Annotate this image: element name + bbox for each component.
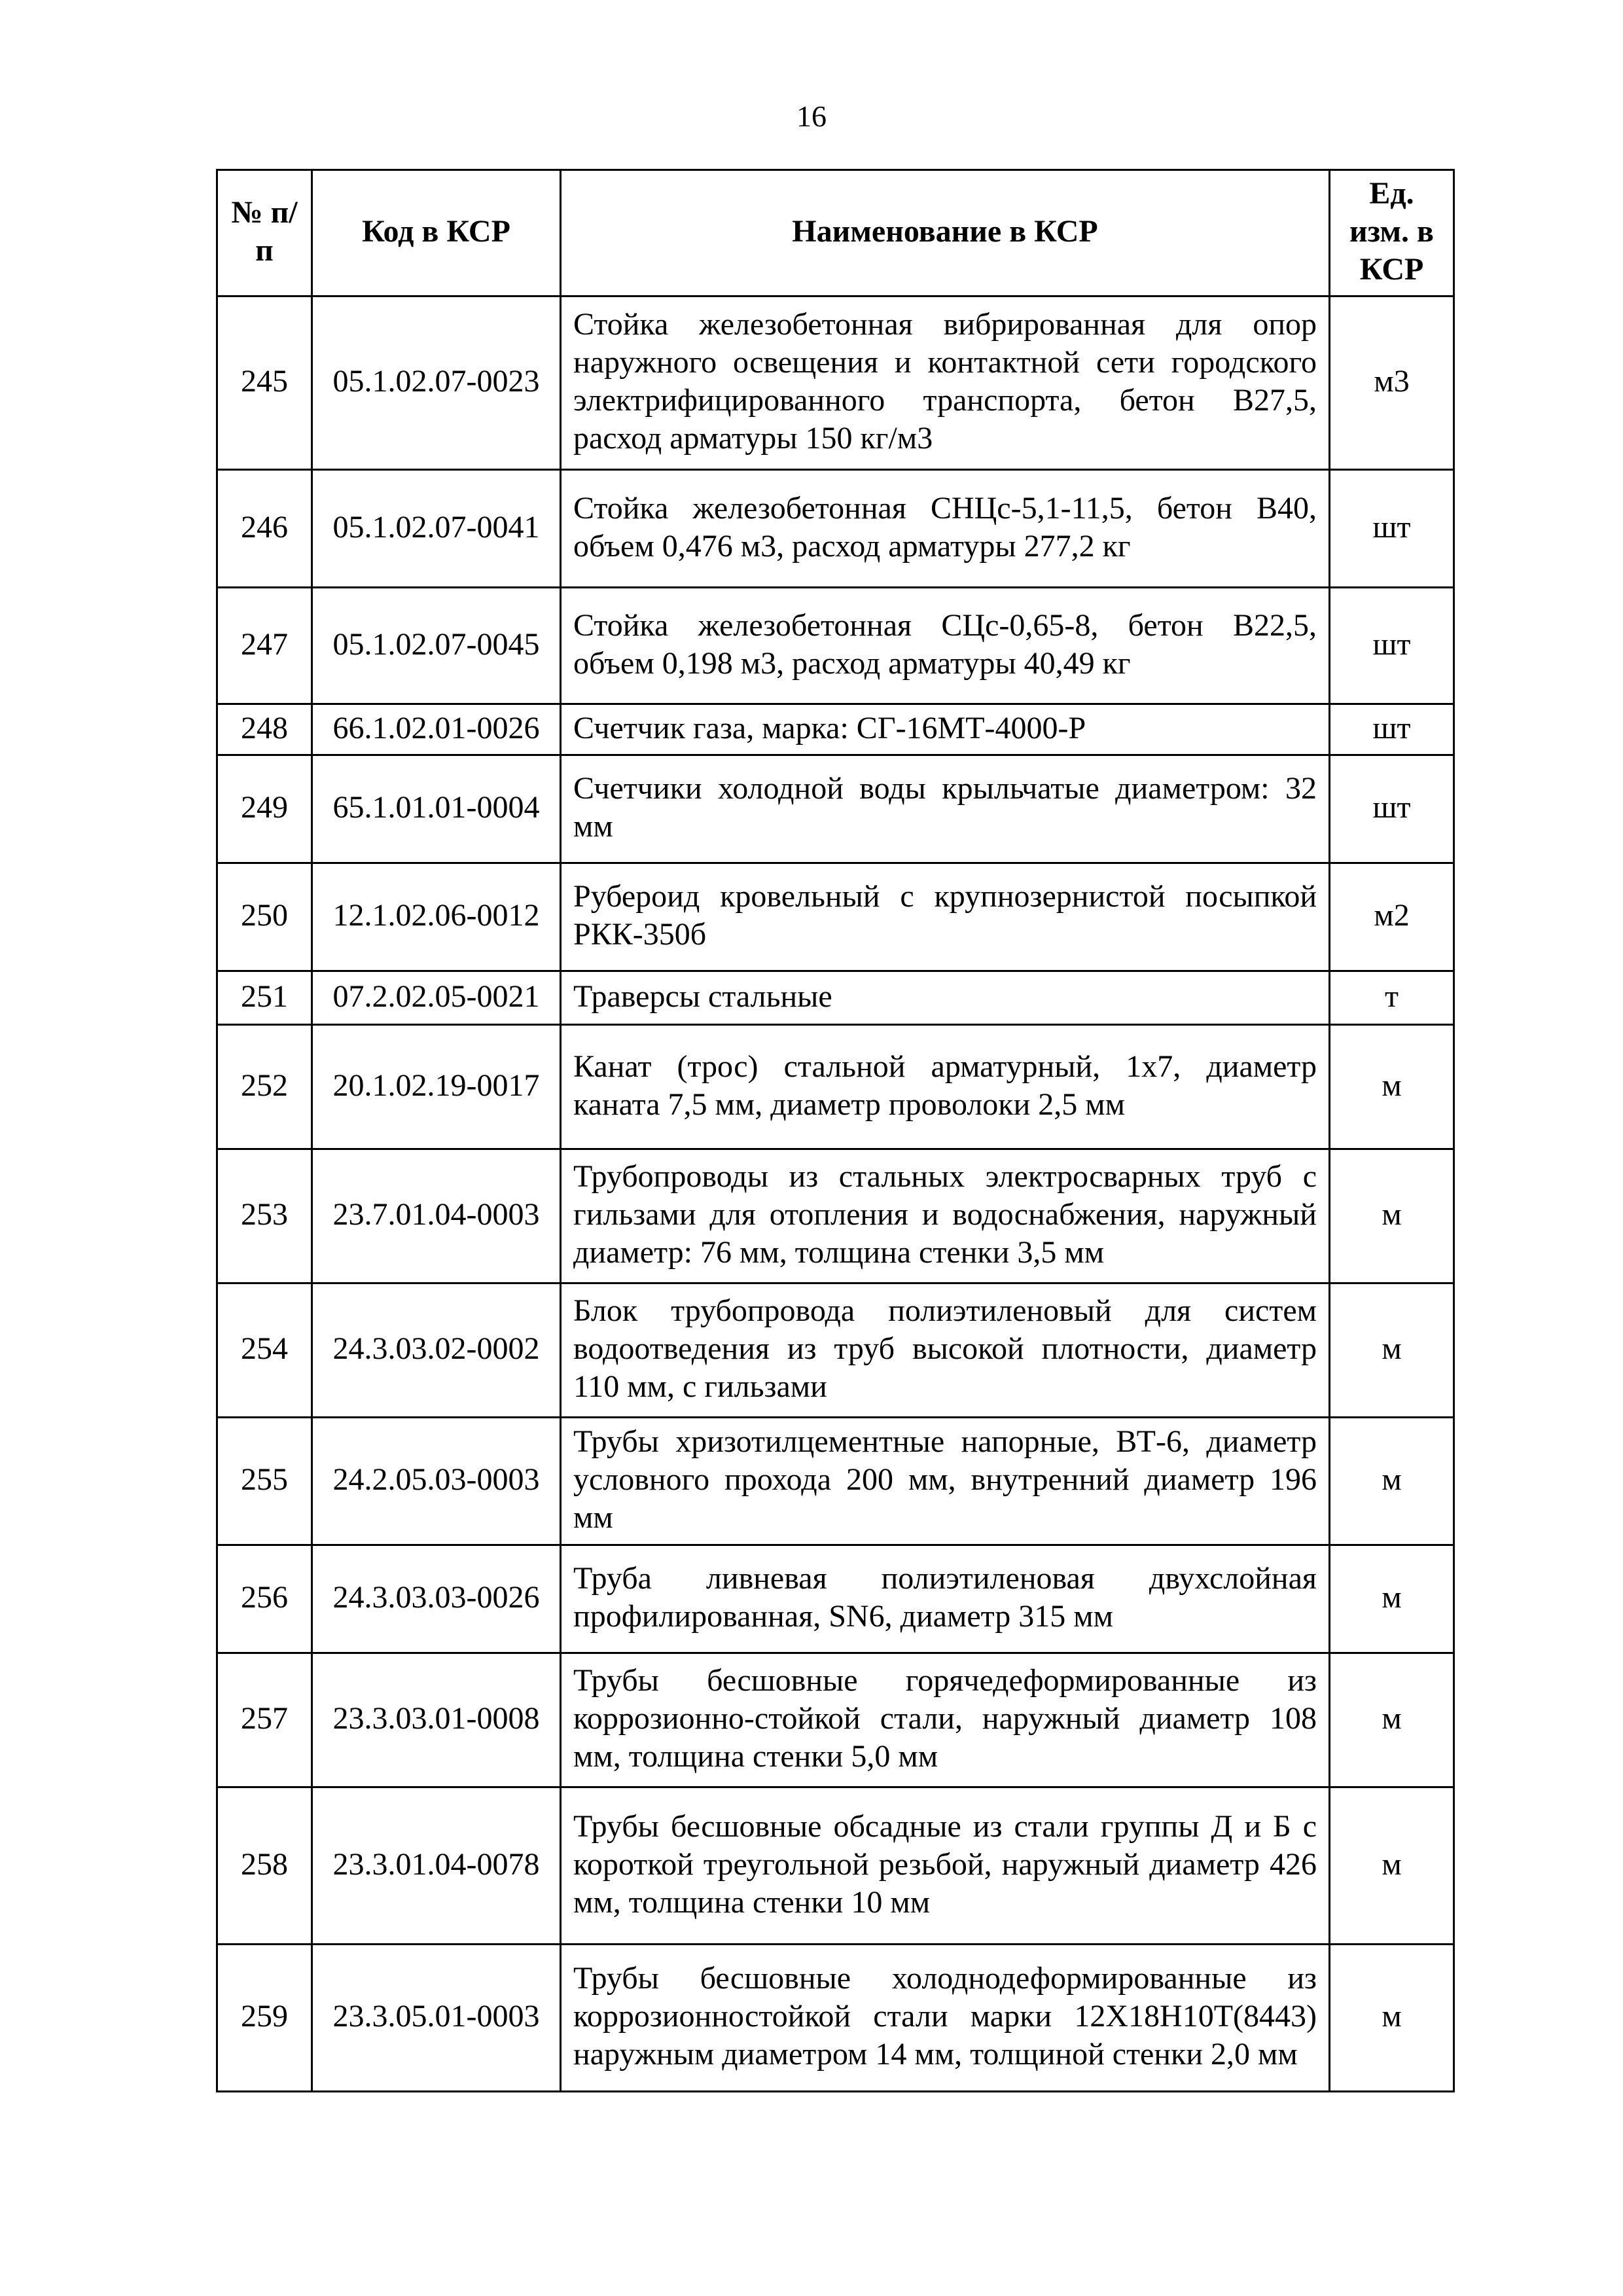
row-name: Стойка железобетонная СЦс-0,65-8, бетон В22,5, объем 0,198 м3, расход арматуры 40,49 кг [561, 588, 1330, 704]
table-row [217, 863, 1454, 971]
table-row [217, 1653, 1454, 1787]
row-name: Трубы хризотилцементные напорные, ВТ-6, диаметр условного прохода 200 мм, внутренний диаметр 196 мм [561, 1418, 1330, 1545]
row-num: 245 [217, 296, 312, 470]
row-unit: м [1330, 1283, 1454, 1418]
row-unit: м2 [1330, 863, 1454, 971]
row-name: Счетчики холодной воды крыльчатые диаметром: 32 мм [561, 755, 1330, 863]
row-name: Трубопроводы из стальных электросварных труб с гильзами для отопления и водоснабжения, наружный диаметр: 76 мм, толщина стенки 3,5 мм [561, 1149, 1330, 1283]
row-num: 252 [217, 1025, 312, 1149]
table-row [217, 588, 1454, 704]
table-row [217, 755, 1454, 863]
table-row [217, 1787, 1454, 1945]
row-name: Счетчик газа, марка: СГ-16МТ-4000-Р [561, 704, 1330, 755]
table-row [217, 1025, 1454, 1149]
row-unit: м [1330, 1545, 1454, 1653]
row-name: Канат (трос) стальной арматурный, 1х7, диаметр каната 7,5 мм, диаметр проволоки 2,5 мм [561, 1025, 1330, 1149]
row-num: 249 [217, 755, 312, 863]
row-name: Трубы бесшовные холоднодеформированные из коррозионностойкой стали марки 12Х18Н10Т(8443) наружным диаметром 14 мм, толщиной стенки 2,0 мм [561, 1945, 1330, 2092]
row-unit: м [1330, 1025, 1454, 1149]
table-row [217, 470, 1454, 588]
header-num: № п/п [217, 170, 312, 296]
table-row [217, 1149, 1454, 1283]
row-code: 05.1.02.07-0041 [312, 470, 561, 588]
row-num: 256 [217, 1545, 312, 1653]
row-code: 12.1.02.06-0012 [312, 863, 561, 971]
row-num: 250 [217, 863, 312, 971]
row-num: 257 [217, 1653, 312, 1787]
row-num: 254 [217, 1283, 312, 1418]
table-row [217, 1945, 1454, 2092]
table-row [217, 1283, 1454, 1418]
row-num: 259 [217, 1945, 312, 2092]
row-num: 246 [217, 470, 312, 588]
table-row [217, 296, 1454, 470]
row-name: Блок трубопровода полиэтиленовый для систем водоотведения из труб высокой плотности, диаметр 110 мм, с гильзами [561, 1283, 1330, 1418]
row-name: Стойка железобетонная СНЦс-5,1-11,5, бетон В40, объем 0,476 м3, расход арматуры 277,2 кг [561, 470, 1330, 588]
row-code: 23.3.03.01-0008 [312, 1653, 561, 1787]
row-code: 23.3.01.04-0078 [312, 1787, 561, 1945]
table-row [217, 1545, 1454, 1653]
row-unit: м [1330, 1653, 1454, 1787]
header-name: Наименование в КСР [561, 170, 1330, 296]
page-number: 16 [796, 99, 827, 133]
row-code: 23.7.01.04-0003 [312, 1149, 561, 1283]
row-code: 24.3.03.02-0002 [312, 1283, 561, 1418]
table-row [217, 971, 1454, 1025]
table-header-row [217, 170, 1454, 296]
row-name: Трубы бесшовные горячедеформированные из коррозионно-стойкой стали, наружный диаметр 108 мм, толщина стенки 5,0 мм [561, 1653, 1330, 1787]
row-name: Рубероид кровельный с крупнозернистой посыпкой РКК-350б [561, 863, 1330, 971]
row-unit: м [1330, 1787, 1454, 1945]
row-name: Траверсы стальные [561, 971, 1330, 1025]
ksr-table [216, 169, 1455, 2092]
row-code: 24.3.03.03-0026 [312, 1545, 561, 1653]
row-unit: м [1330, 1418, 1454, 1545]
header-unit: Ед. изм. в КСР [1330, 170, 1454, 296]
header-code: Код в КСР [312, 170, 561, 296]
row-code: 66.1.02.01-0026 [312, 704, 561, 755]
row-code: 24.2.05.03-0003 [312, 1418, 561, 1545]
row-num: 258 [217, 1787, 312, 1945]
row-num: 255 [217, 1418, 312, 1545]
row-name: Стойка железобетонная вибрированная для опор наружного освещения и контактной сети городского электрифицированного транспорта, бетон В27,5, расход арматуры 150 кг/м3 [561, 296, 1330, 470]
row-unit: т [1330, 971, 1454, 1025]
row-name: Трубы бесшовные обсадные из стали группы Д и Б с короткой треугольной резьбой, наружный диаметр 426 мм, толщина стенки 10 мм [561, 1787, 1330, 1945]
row-code: 05.1.02.07-0045 [312, 588, 561, 704]
row-unit: шт [1330, 755, 1454, 863]
row-num: 248 [217, 704, 312, 755]
row-unit: шт [1330, 704, 1454, 755]
row-num: 247 [217, 588, 312, 704]
table-row [217, 704, 1454, 755]
row-num: 253 [217, 1149, 312, 1283]
row-unit: м [1330, 1149, 1454, 1283]
row-name: Труба ливневая полиэтиленовая двухслойная профилированная, SN6, диаметр 315 мм [561, 1545, 1330, 1653]
row-unit: шт [1330, 470, 1454, 588]
row-code: 05.1.02.07-0023 [312, 296, 561, 470]
row-num: 251 [217, 971, 312, 1025]
row-code: 20.1.02.19-0017 [312, 1025, 561, 1149]
row-code: 65.1.01.01-0004 [312, 755, 561, 863]
row-unit: м3 [1330, 296, 1454, 470]
row-unit: м [1330, 1945, 1454, 2092]
row-code: 07.2.02.05-0021 [312, 971, 561, 1025]
row-code: 23.3.05.01-0003 [312, 1945, 561, 2092]
table-row [217, 1418, 1454, 1545]
row-unit: шт [1330, 588, 1454, 704]
